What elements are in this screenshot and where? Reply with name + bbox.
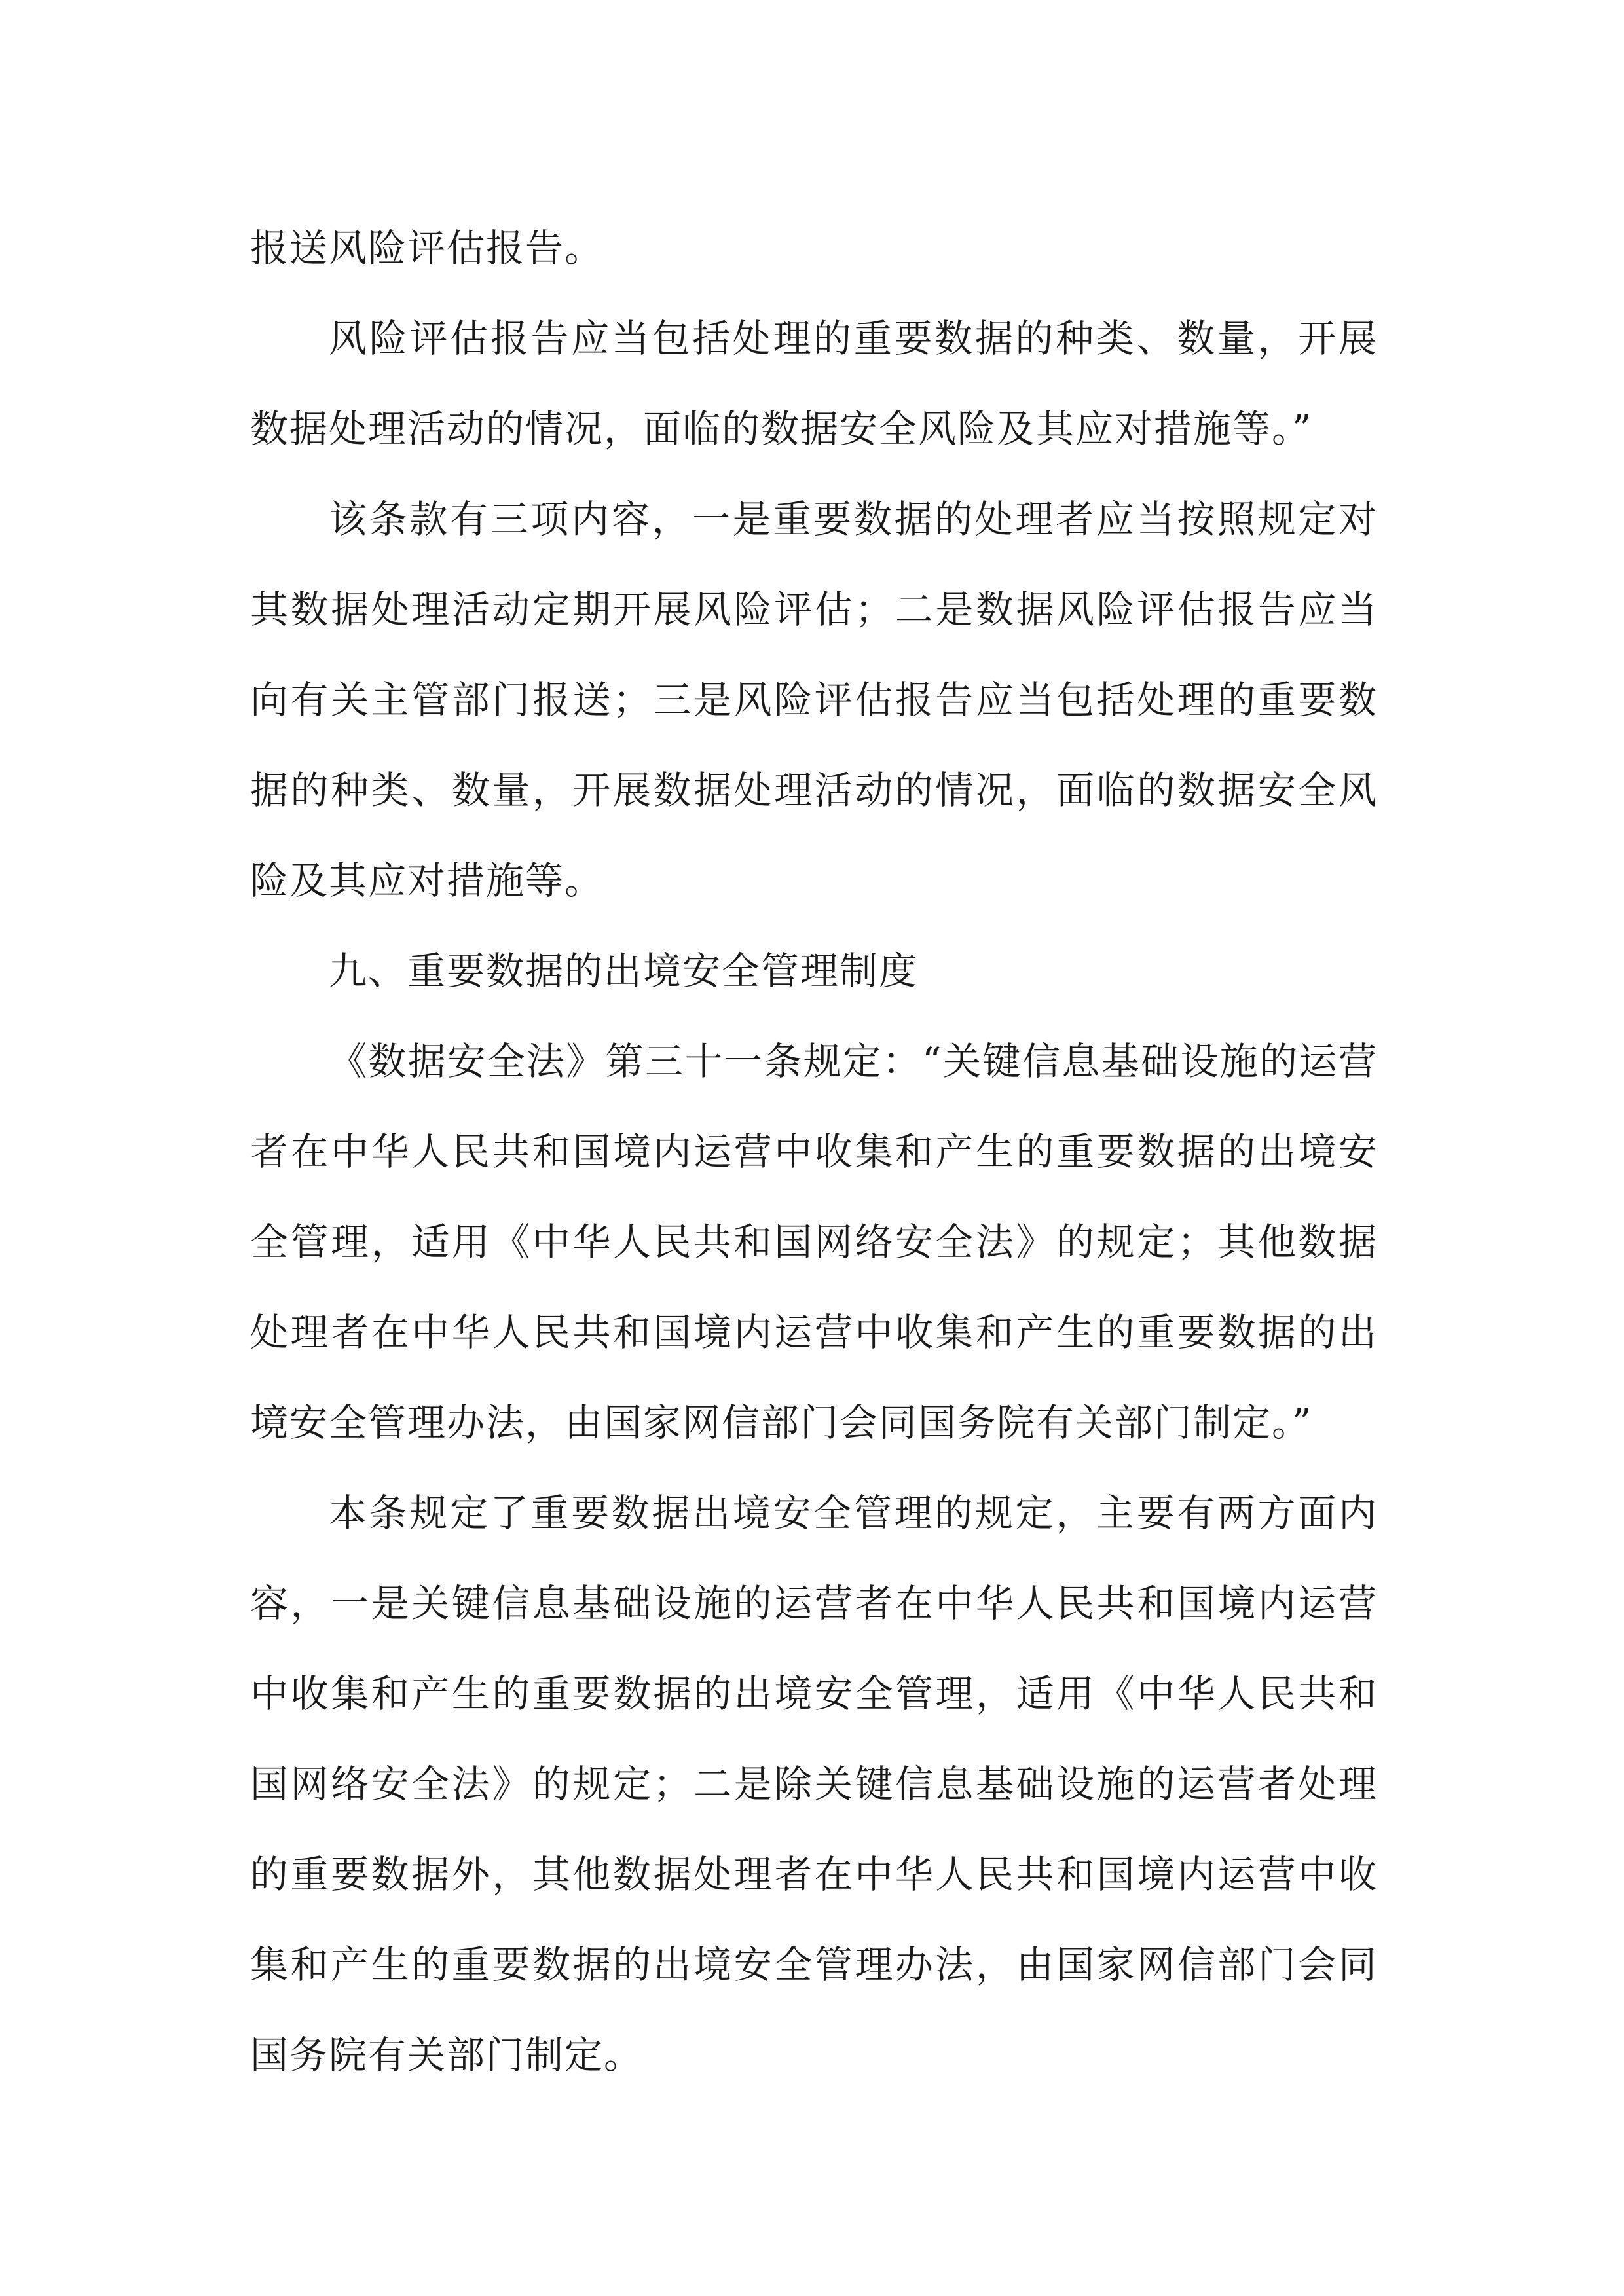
section-heading: 九、重要数据的出境安全管理制度 — [329, 949, 919, 993]
paragraph-report-contents: 风险评估报告应当包括处理的重要数据的种类、数量，开展数据处理活动的情况，面临的数据安全风险及其应对措施等。” — [250, 316, 1378, 451]
document-page — [250, 203, 1378, 2100]
paragraph-clause-explanation: 该条款有三项内容，一是重要数据的处理者应当按照规定对其数据处理活动定期开展风险评估；二是数据风险评估报告应当向有关主管部门报送；三是风险评估报告应当包括处理的重要数据的种类、数量，开展数据处理活动的情况，面临的数据安全风险及其应对措施等。 — [250, 497, 1378, 903]
paragraph-continuation: 报送风险评估报告。 — [250, 226, 604, 270]
paragraph-article-explanation: 本条规定了重要数据出境安全管理的规定，主要有两方面内容，一是关键信息基础设施的运营者在中华人民共和国境内运营中收集和产生的重要数据的出境安全管理，适用《中华人民共和国网络安全法》的规定；二是除关键信息基础设施的运营者处理的重要数据外，其他数据处理者在中华人民共和国境内运营中收集和产生的重要数据的出境安全管理办法，由国家网信部门会同国务院有关部门制定。 — [250, 1491, 1378, 2077]
paragraph-article-31: 《数据安全法》第三十一条规定：“关键信息基础设施的运营者在中华人民共和国境内运营中收集和产生的重要数据的出境安全管理，适用《中华人民共和国网络安全法》的规定；其他数据处理者在中华人民共和国境内运营中收集和产生的重要数据的出境安全管理办法，由国家网信部门会同国务院有关部门制定。” — [250, 1039, 1378, 1445]
